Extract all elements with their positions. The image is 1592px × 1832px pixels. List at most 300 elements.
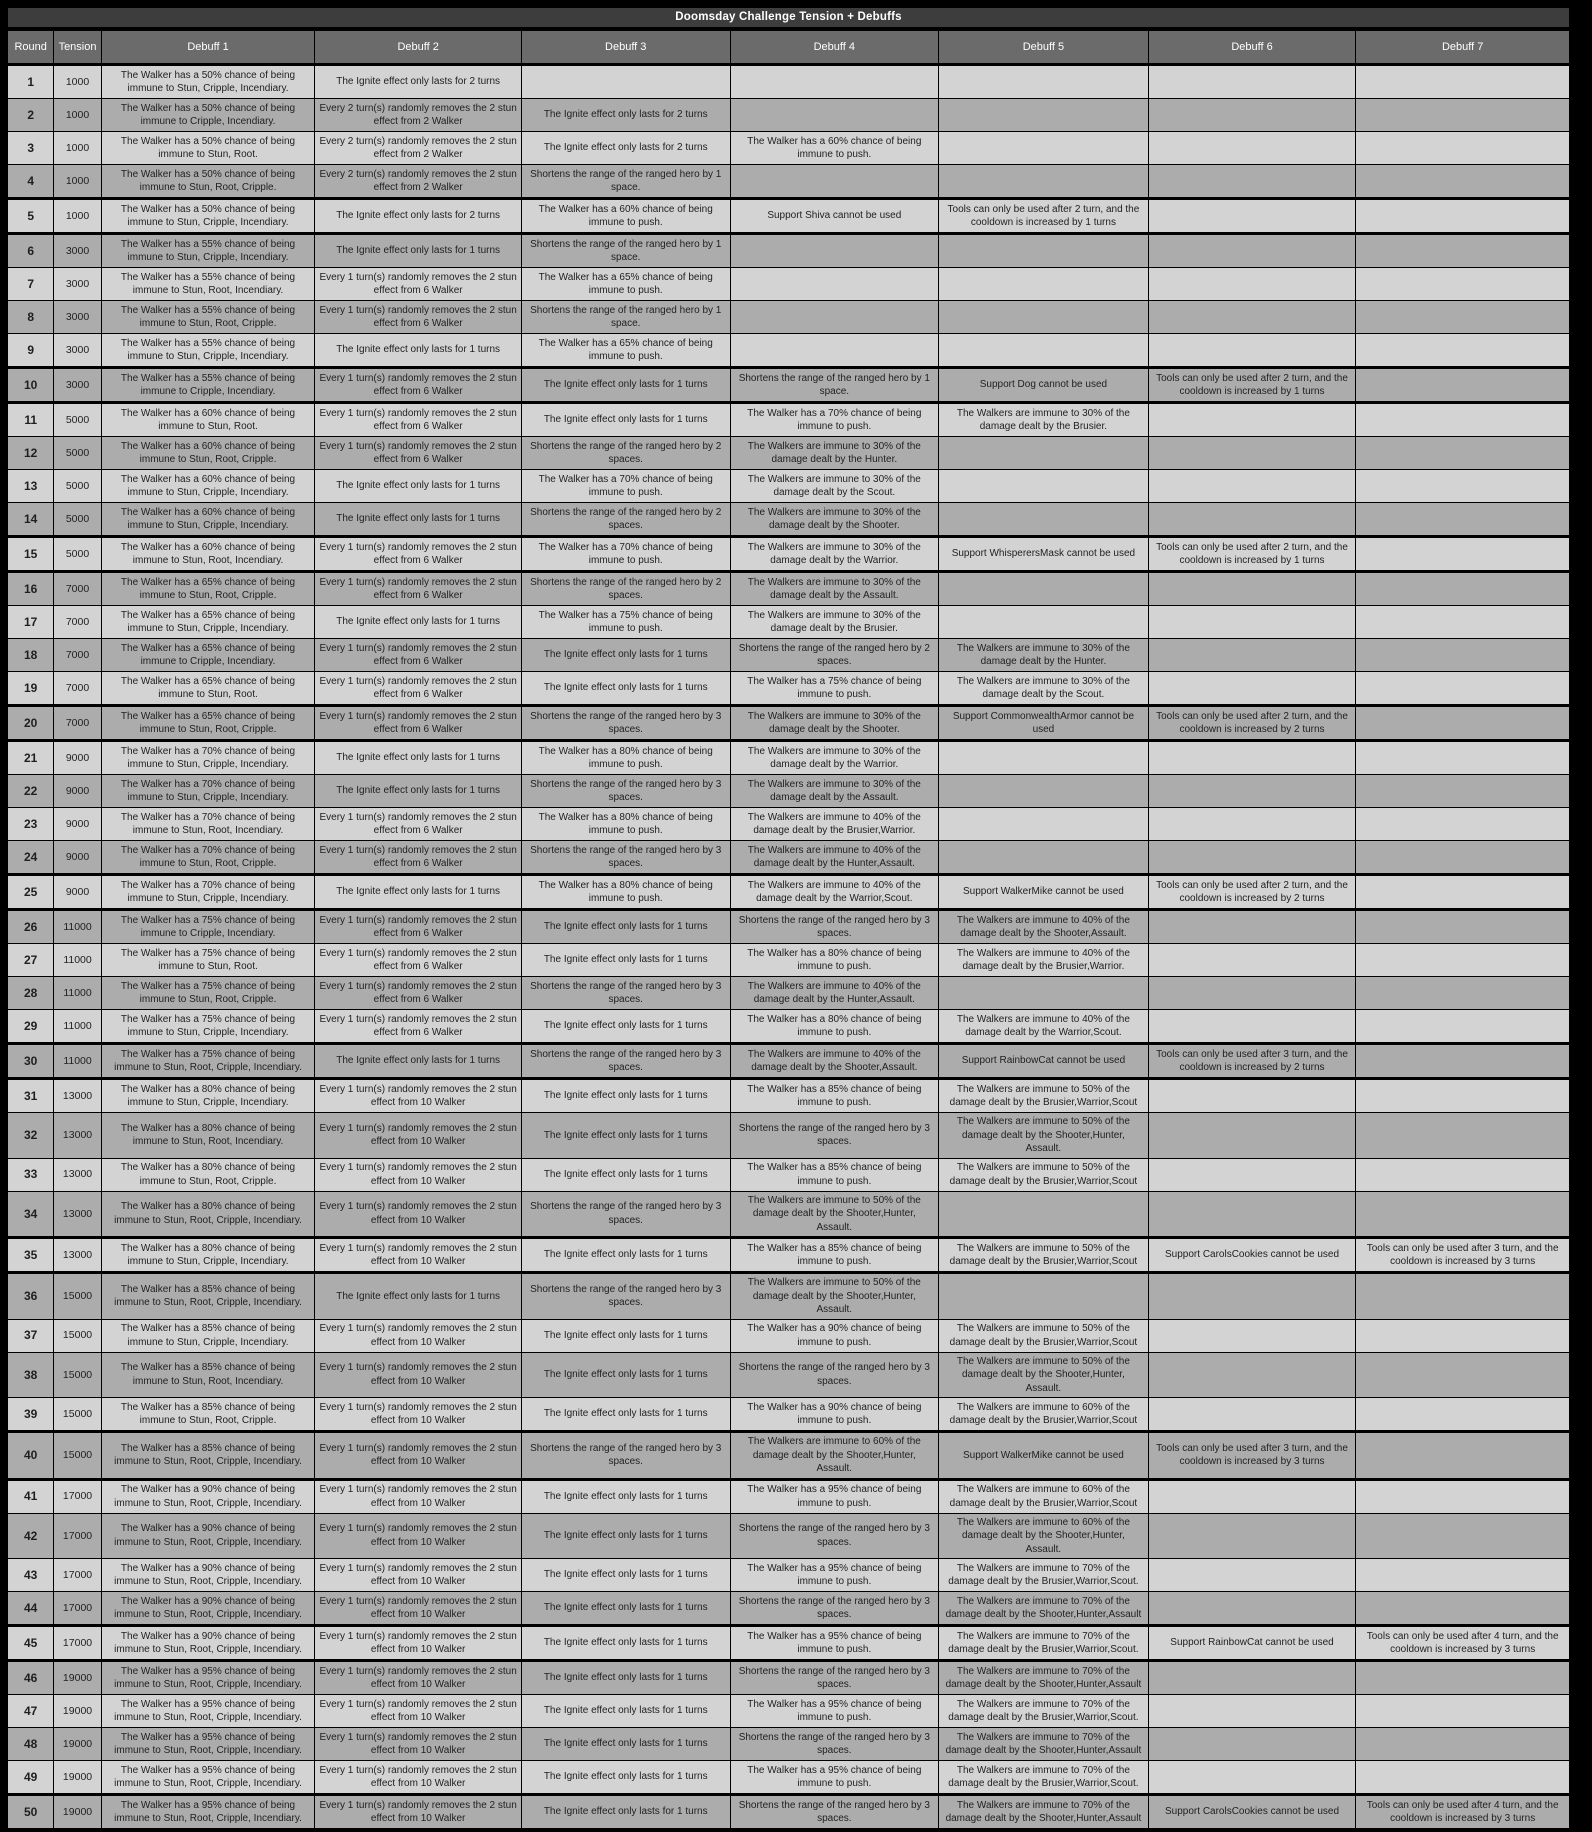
tension-cell: 7000 (54, 639, 101, 672)
debuff-3-cell: The Ignite effect only lasts for 1 turns (521, 368, 730, 403)
debuff-1-cell: The Walker has a 70% chance of being immune to Stun, Cripple, Incendiary. (101, 741, 315, 775)
debuff-3-cell: The Walker has a 80% chance of being immune to push. (521, 875, 730, 910)
table-row (8, 1273, 1570, 1320)
debuff-5-cell: Support WhisperersMask cannot be used (939, 537, 1149, 572)
tension-cell: 9000 (54, 875, 101, 910)
debuff-5-cell: The Walkers are immune to 40% of the damage dealt by the Shooter,Assault. (939, 910, 1149, 944)
debuff-6-cell (1148, 334, 1356, 368)
debuff-3-cell: The Walker has a 60% chance of being immune to push. (521, 199, 730, 234)
debuff-3-cell: The Ignite effect only lasts for 1 turns (521, 1010, 730, 1044)
debuff-3-cell: The Ignite effect only lasts for 2 turns (521, 132, 730, 165)
round-cell: 5 (8, 199, 54, 234)
round-cell: 31 (8, 1079, 54, 1113)
round-cell: 39 (8, 1398, 54, 1432)
debuff-6-cell (1148, 1319, 1356, 1352)
debuff-2-cell: Every 1 turn(s) randomly removes the 2 stun effect from 10 Walker (315, 1319, 522, 1352)
table-row (8, 639, 1570, 672)
debuff-6-cell (1148, 572, 1356, 606)
table-row (8, 1479, 1570, 1513)
debuff-5-cell: The Walkers are immune to 50% of the damage dealt by the Shooter,Hunter, Assault. (939, 1352, 1149, 1398)
debuff-7-cell (1356, 268, 1570, 301)
tension-cell: 3000 (54, 368, 101, 403)
debuff-1-cell: The Walker has a 80% chance of being immune to Stun, Cripple, Incendiary. (101, 1079, 315, 1113)
debuff-6-cell (1148, 503, 1356, 537)
debuff-7-cell (1356, 1113, 1570, 1159)
debuff-1-cell: The Walker has a 75% chance of being immune to Stun, Root. (101, 944, 315, 977)
table-row (8, 368, 1570, 403)
debuff-2-cell: Every 1 turn(s) randomly removes the 2 stun effect from 6 Walker (315, 437, 522, 470)
round-cell: 7 (8, 268, 54, 301)
debuff-2-cell: The Ignite effect only lasts for 1 turns (315, 741, 522, 775)
debuff-7-cell (1356, 1398, 1570, 1432)
tension-cell: 5000 (54, 503, 101, 537)
debuff-7-cell (1356, 1191, 1570, 1238)
debuff-7-cell (1356, 1079, 1570, 1113)
debuff-6-cell (1148, 841, 1356, 875)
debuff-1-cell: The Walker has a 50% chance of being immune to Stun, Cripple, Incendiary. (101, 199, 315, 234)
debuff-5-cell: Support RainbowCat cannot be used (939, 1044, 1149, 1079)
tension-cell: 7000 (54, 672, 101, 706)
round-cell: 50 (8, 1795, 54, 1831)
debuff-2-cell: The Ignite effect only lasts for 1 turns (315, 470, 522, 503)
debuff-2-cell: Every 1 turn(s) randomly removes the 2 stun effect from 10 Walker (315, 1626, 522, 1661)
debuff-3-cell: The Ignite effect only lasts for 1 turns (521, 1761, 730, 1795)
debuff-5-cell (939, 132, 1149, 165)
tension-cell: 5000 (54, 403, 101, 437)
debuff-6-cell (1148, 639, 1356, 672)
tension-cell: 13000 (54, 1158, 101, 1191)
round-cell: 49 (8, 1761, 54, 1795)
debuff-5-cell: The Walkers are immune to 60% of the damage dealt by the Brusier,Warrior,Scout (939, 1398, 1149, 1432)
round-cell: 32 (8, 1113, 54, 1159)
debuff-6-cell (1148, 65, 1356, 99)
debuff-4-cell: The Walkers are immune to 30% of the damage dealt by the Assault. (730, 775, 939, 808)
debuff-4-cell: The Walkers are immune to 30% of the damage dealt by the Shooter. (730, 503, 939, 537)
debuff-7-cell (1356, 1010, 1570, 1044)
debuff-7-cell (1356, 672, 1570, 706)
tension-cell: 7000 (54, 572, 101, 606)
round-cell: 48 (8, 1728, 54, 1761)
debuff-1-cell: The Walker has a 80% chance of being immune to Stun, Root, Cripple, Incendiary. (101, 1191, 315, 1238)
debuff-6-cell: Support CarolsCookies cannot be used (1148, 1238, 1356, 1273)
debuff-4-cell: The Walker has a 70% chance of being immune to push. (730, 403, 939, 437)
tension-cell: 15000 (54, 1398, 101, 1432)
tension-cell: 19000 (54, 1661, 101, 1695)
debuff-4-cell: Shortens the range of the ranged hero by 3 spaces. (730, 1513, 939, 1559)
debuff-6-cell (1148, 944, 1356, 977)
debuff-6-cell (1148, 1695, 1356, 1728)
debuff-7-cell (1356, 910, 1570, 944)
round-cell: 38 (8, 1352, 54, 1398)
debuff-3-cell: The Ignite effect only lasts for 1 turns (521, 1113, 730, 1159)
debuff-5-cell: Support Dog cannot be used (939, 368, 1149, 403)
debuff-7-cell (1356, 368, 1570, 403)
debuff-7-cell (1356, 1352, 1570, 1398)
debuff-2-cell: The Ignite effect only lasts for 1 turns (315, 334, 522, 368)
round-cell: 30 (8, 1044, 54, 1079)
round-cell: 17 (8, 606, 54, 639)
debuff-2-cell: Every 1 turn(s) randomly removes the 2 stun effect from 10 Walker (315, 1728, 522, 1761)
round-cell: 37 (8, 1319, 54, 1352)
debuff-5-cell (939, 606, 1149, 639)
debuff-3-cell: The Ignite effect only lasts for 1 turns (521, 1728, 730, 1761)
debuff-4-cell: The Walkers are immune to 50% of the damage dealt by the Shooter,Hunter, Assault. (730, 1191, 939, 1238)
round-cell: 34 (8, 1191, 54, 1238)
debuff-5-cell: Support WalkerMike cannot be used (939, 1432, 1149, 1480)
debuff-7-cell (1356, 470, 1570, 503)
debuff-3-cell: The Ignite effect only lasts for 1 turns (521, 1695, 730, 1728)
table-row (8, 1398, 1570, 1432)
column-header-debuff-2: Debuff 2 (315, 31, 522, 65)
debuff-2-cell: Every 1 turn(s) randomly removes the 2 stun effect from 10 Walker (315, 1761, 522, 1795)
tension-cell: 3000 (54, 268, 101, 301)
round-cell: 41 (8, 1479, 54, 1513)
tension-cell: 15000 (54, 1352, 101, 1398)
debuff-1-cell: The Walker has a 75% chance of being immune to Stun, Root, Cripple, Incendiary. (101, 1044, 315, 1079)
debuff-4-cell: The Walkers are immune to 30% of the damage dealt by the Brusier. (730, 606, 939, 639)
debuff-6-cell (1148, 1113, 1356, 1159)
tension-cell: 9000 (54, 775, 101, 808)
debuff-1-cell: The Walker has a 60% chance of being immune to Stun, Root. (101, 403, 315, 437)
round-cell: 47 (8, 1695, 54, 1728)
debuff-2-cell: Every 1 turn(s) randomly removes the 2 stun effect from 6 Walker (315, 403, 522, 437)
table-row (8, 1319, 1570, 1352)
debuff-4-cell (730, 165, 939, 199)
tension-cell: 13000 (54, 1238, 101, 1273)
table-row (8, 910, 1570, 944)
debuff-7-cell (1356, 1661, 1570, 1695)
debuff-4-cell: The Walkers are immune to 30% of the damage dealt by the Shooter. (730, 706, 939, 741)
debuff-4-cell: Shortens the range of the ranged hero by 3 spaces. (730, 1728, 939, 1761)
table-row (8, 1761, 1570, 1795)
debuff-4-cell: Shortens the range of the ranged hero by 1 space. (730, 368, 939, 403)
tension-cell: 19000 (54, 1695, 101, 1728)
tension-cell: 1000 (54, 165, 101, 199)
tension-cell: 9000 (54, 741, 101, 775)
table-row (8, 268, 1570, 301)
debuff-5-cell: Tools can only be used after 2 turn, and the cooldown is increased by 1 turns (939, 199, 1149, 234)
debuff-7-cell (1356, 301, 1570, 334)
table-row (8, 1661, 1570, 1695)
debuff-2-cell: Every 1 turn(s) randomly removes the 2 stun effect from 6 Walker (315, 808, 522, 841)
debuff-4-cell (730, 334, 939, 368)
debuff-1-cell: The Walker has a 50% chance of being immune to Cripple, Incendiary. (101, 99, 315, 132)
debuff-3-cell: The Ignite effect only lasts for 1 turns (521, 910, 730, 944)
debuff-6-cell (1148, 234, 1356, 268)
debuff-7-cell (1356, 741, 1570, 775)
debuff-3-cell: The Ignite effect only lasts for 1 turns (521, 1158, 730, 1191)
debuff-2-cell: Every 1 turn(s) randomly removes the 2 stun effect from 10 Walker (315, 1592, 522, 1626)
debuff-2-cell: Every 1 turn(s) randomly removes the 2 stun effect from 10 Walker (315, 1795, 522, 1831)
tension-cell: 1000 (54, 132, 101, 165)
round-cell: 13 (8, 470, 54, 503)
debuff-3-cell: The Ignite effect only lasts for 1 turns (521, 1352, 730, 1398)
debuff-4-cell: The Walker has a 95% chance of being immune to push. (730, 1626, 939, 1661)
debuff-4-cell: The Walkers are immune to 50% of the damage dealt by the Shooter,Hunter, Assault. (730, 1273, 939, 1320)
tension-cell: 19000 (54, 1795, 101, 1831)
tension-cell: 1000 (54, 99, 101, 132)
debuff-6-cell (1148, 1191, 1356, 1238)
debuff-4-cell: The Walkers are immune to 30% of the damage dealt by the Warrior. (730, 537, 939, 572)
round-cell: 8 (8, 301, 54, 334)
column-header-debuff-1: Debuff 1 (101, 31, 315, 65)
debuff-2-cell: Every 1 turn(s) randomly removes the 2 stun effect from 10 Walker (315, 1695, 522, 1728)
debuff-3-cell: The Ignite effect only lasts for 1 turns (521, 1513, 730, 1559)
debuff-3-cell: Shortens the range of the ranged hero by 3 spaces. (521, 1273, 730, 1320)
debuff-table (7, 30, 1570, 1832)
debuff-6-cell (1148, 1761, 1356, 1795)
debuff-1-cell: The Walker has a 65% chance of being immune to Stun, Root, Cripple. (101, 572, 315, 606)
round-cell: 33 (8, 1158, 54, 1191)
round-cell: 14 (8, 503, 54, 537)
debuff-4-cell: The Walker has a 85% chance of being immune to push. (730, 1079, 939, 1113)
debuff-2-cell: The Ignite effect only lasts for 2 turns (315, 199, 522, 234)
debuff-4-cell: The Walkers are immune to 40% of the damage dealt by the Hunter,Assault. (730, 977, 939, 1010)
debuff-5-cell: Support WalkerMike cannot be used (939, 875, 1149, 910)
tension-cell: 5000 (54, 537, 101, 572)
debuff-6-cell (1148, 606, 1356, 639)
debuff-7-cell: Tools can only be used after 4 turn, and the cooldown is increased by 3 turns (1356, 1795, 1570, 1831)
round-cell: 36 (8, 1273, 54, 1320)
debuff-6-cell (1148, 268, 1356, 301)
debuff-4-cell: The Walkers are immune to 40% of the damage dealt by the Warrior,Scout. (730, 875, 939, 910)
debuff-5-cell: The Walkers are immune to 70% of the damage dealt by the Brusier,Warrior,Scout. (939, 1695, 1149, 1728)
debuff-4-cell: The Walker has a 95% chance of being immune to push. (730, 1559, 939, 1592)
tension-cell: 3000 (54, 234, 101, 268)
debuff-2-cell: Every 1 turn(s) randomly removes the 2 stun effect from 6 Walker (315, 672, 522, 706)
debuff-2-cell: Every 1 turn(s) randomly removes the 2 stun effect from 6 Walker (315, 572, 522, 606)
table-row (8, 1592, 1570, 1626)
debuff-2-cell: Every 1 turn(s) randomly removes the 2 stun effect from 10 Walker (315, 1352, 522, 1398)
debuff-1-cell: The Walker has a 95% chance of being immune to Stun, Root, Cripple, Incendiary. (101, 1661, 315, 1695)
debuff-3-cell: The Ignite effect only lasts for 1 turns (521, 639, 730, 672)
debuff-7-cell (1356, 775, 1570, 808)
debuff-3-cell: Shortens the range of the ranged hero by 1 space. (521, 165, 730, 199)
debuff-4-cell: The Walker has a 80% chance of being immune to push. (730, 1010, 939, 1044)
debuff-2-cell: Every 2 turn(s) randomly removes the 2 stun effect from 2 Walker (315, 99, 522, 132)
round-cell: 10 (8, 368, 54, 403)
debuff-6-cell (1148, 775, 1356, 808)
debuff-1-cell: The Walker has a 90% chance of being immune to Stun, Root, Cripple, Incendiary. (101, 1592, 315, 1626)
table-row (8, 199, 1570, 234)
table-body (8, 65, 1570, 1831)
debuff-7-cell (1356, 132, 1570, 165)
debuff-3-cell (521, 65, 730, 99)
tension-cell: 15000 (54, 1273, 101, 1320)
debuff-5-cell: The Walkers are immune to 50% of the damage dealt by the Shooter,Hunter, Assault. (939, 1113, 1149, 1159)
debuff-7-cell (1356, 572, 1570, 606)
tension-cell: 17000 (54, 1559, 101, 1592)
debuff-7-cell (1356, 808, 1570, 841)
debuff-5-cell (939, 268, 1149, 301)
debuff-4-cell: The Walker has a 95% chance of being immune to push. (730, 1695, 939, 1728)
table-row (8, 606, 1570, 639)
tension-cell: 13000 (54, 1191, 101, 1238)
debuff-7-cell (1356, 1273, 1570, 1320)
round-cell: 23 (8, 808, 54, 841)
debuff-3-cell: The Ignite effect only lasts for 1 turns (521, 1319, 730, 1352)
debuff-4-cell: The Walkers are immune to 60% of the damage dealt by the Shooter,Hunter, Assault. (730, 1432, 939, 1480)
debuff-5-cell (939, 165, 1149, 199)
debuff-1-cell: The Walker has a 70% chance of being immune to Stun, Cripple, Incendiary. (101, 875, 315, 910)
debuff-5-cell: The Walkers are immune to 70% of the damage dealt by the Shooter,Hunter,Assault (939, 1592, 1149, 1626)
table-row (8, 572, 1570, 606)
table-row (8, 672, 1570, 706)
debuff-7-cell (1356, 334, 1570, 368)
debuff-7-cell (1356, 537, 1570, 572)
debuff-6-cell (1148, 1352, 1356, 1398)
debuff-1-cell: The Walker has a 85% chance of being immune to Stun, Root, Cripple, Incendiary. (101, 1432, 315, 1480)
round-cell: 4 (8, 165, 54, 199)
debuff-3-cell: Shortens the range of the ranged hero by 2 spaces. (521, 572, 730, 606)
debuff-7-cell (1356, 1695, 1570, 1728)
table-row (8, 875, 1570, 910)
tension-cell: 11000 (54, 944, 101, 977)
debuff-2-cell: Every 1 turn(s) randomly removes the 2 stun effect from 6 Walker (315, 301, 522, 334)
debuff-5-cell (939, 503, 1149, 537)
debuff-3-cell: Shortens the range of the ranged hero by 3 spaces. (521, 1044, 730, 1079)
debuff-4-cell (730, 99, 939, 132)
debuff-3-cell: The Ignite effect only lasts for 1 turns (521, 1238, 730, 1273)
debuff-7-cell (1356, 841, 1570, 875)
debuff-2-cell: The Ignite effect only lasts for 1 turns (315, 606, 522, 639)
debuff-5-cell: The Walkers are immune to 70% of the damage dealt by the Shooter,Hunter,Assault (939, 1728, 1149, 1761)
debuff-3-cell: The Ignite effect only lasts for 1 turns (521, 1592, 730, 1626)
round-cell: 35 (8, 1238, 54, 1273)
debuff-4-cell: The Walker has a 95% chance of being immune to push. (730, 1479, 939, 1513)
debuff-4-cell: The Walker has a 75% chance of being immune to push. (730, 672, 939, 706)
round-cell: 15 (8, 537, 54, 572)
round-cell: 40 (8, 1432, 54, 1480)
header-row (8, 31, 1570, 65)
tension-cell: 19000 (54, 1761, 101, 1795)
debuff-4-cell: The Walkers are immune to 30% of the damage dealt by the Warrior. (730, 741, 939, 775)
debuff-1-cell: The Walker has a 85% chance of being immune to Stun, Root, Cripple, Incendiary. (101, 1273, 315, 1320)
tension-cell: 9000 (54, 841, 101, 875)
debuff-4-cell: The Walkers are immune to 30% of the damage dealt by the Scout. (730, 470, 939, 503)
tension-cell: 11000 (54, 1044, 101, 1079)
debuff-7-cell (1356, 1319, 1570, 1352)
table-row (8, 1352, 1570, 1398)
debuff-4-cell: Shortens the range of the ranged hero by 3 spaces. (730, 1113, 939, 1159)
debuff-5-cell: The Walkers are immune to 30% of the damage dealt by the Brusier. (939, 403, 1149, 437)
debuff-3-cell: The Walker has a 75% chance of being immune to push. (521, 606, 730, 639)
debuff-1-cell: The Walker has a 95% chance of being immune to Stun, Root, Cripple, Incendiary. (101, 1761, 315, 1795)
debuff-6-cell (1148, 1559, 1356, 1592)
debuff-6-cell (1148, 910, 1356, 944)
table-row (8, 301, 1570, 334)
debuff-6-cell: Support CarolsCookies cannot be used (1148, 1795, 1356, 1831)
debuff-1-cell: The Walker has a 90% chance of being immune to Stun, Root, Cripple, Incendiary. (101, 1626, 315, 1661)
round-cell: 12 (8, 437, 54, 470)
tension-cell: 11000 (54, 977, 101, 1010)
tension-cell: 1000 (54, 199, 101, 234)
debuff-3-cell: The Walker has a 70% chance of being immune to push. (521, 470, 730, 503)
debuff-7-cell (1356, 1158, 1570, 1191)
table-row (8, 1044, 1570, 1079)
tension-cell: 9000 (54, 808, 101, 841)
debuff-4-cell: Shortens the range of the ranged hero by 3 spaces. (730, 1661, 939, 1695)
debuff-1-cell: The Walker has a 70% chance of being immune to Stun, Root, Cripple. (101, 841, 315, 875)
debuff-4-cell (730, 234, 939, 268)
debuff-2-cell: Every 1 turn(s) randomly removes the 2 stun effect from 6 Walker (315, 841, 522, 875)
debuff-7-cell (1356, 65, 1570, 99)
debuff-5-cell: The Walkers are immune to 40% of the damage dealt by the Brusier,Warrior. (939, 944, 1149, 977)
debuff-5-cell (939, 977, 1149, 1010)
round-cell: 9 (8, 334, 54, 368)
table-row (8, 132, 1570, 165)
debuff-1-cell: The Walker has a 85% chance of being immune to Stun, Cripple, Incendiary. (101, 1319, 315, 1352)
debuff-6-cell (1148, 977, 1356, 1010)
debuff-5-cell: The Walkers are immune to 60% of the damage dealt by the Brusier,Warrior,Scout (939, 1479, 1149, 1513)
tension-cell: 19000 (54, 1728, 101, 1761)
table-row (8, 1513, 1570, 1559)
debuff-1-cell: The Walker has a 80% chance of being immune to Stun, Root, Incendiary. (101, 1113, 315, 1159)
debuff-5-cell (939, 841, 1149, 875)
round-cell: 18 (8, 639, 54, 672)
debuff-6-cell (1148, 1079, 1356, 1113)
debuff-3-cell: The Ignite effect only lasts for 1 turns (521, 1398, 730, 1432)
debuff-6-cell (1148, 1398, 1356, 1432)
debuff-5-cell: The Walkers are immune to 70% of the damage dealt by the Shooter,Hunter,Assault (939, 1661, 1149, 1695)
table-row (8, 437, 1570, 470)
debuff-5-cell: The Walkers are immune to 30% of the damage dealt by the Hunter. (939, 639, 1149, 672)
debuff-7-cell (1356, 1728, 1570, 1761)
debuff-5-cell (939, 301, 1149, 334)
debuff-6-cell (1148, 808, 1356, 841)
debuff-7-cell (1356, 944, 1570, 977)
tension-cell: 13000 (54, 1113, 101, 1159)
tension-cell: 13000 (54, 1079, 101, 1113)
debuff-2-cell: Every 1 turn(s) randomly removes the 2 stun effect from 6 Walker (315, 977, 522, 1010)
column-header-debuff-5: Debuff 5 (939, 31, 1149, 65)
debuff-6-cell (1148, 741, 1356, 775)
debuff-2-cell: Every 1 turn(s) randomly removes the 2 stun effect from 6 Walker (315, 368, 522, 403)
debuff-5-cell (939, 808, 1149, 841)
debuff-6-cell (1148, 1513, 1356, 1559)
debuff-4-cell: Shortens the range of the ranged hero by 3 spaces. (730, 1352, 939, 1398)
table-row (8, 1728, 1570, 1761)
table-row (8, 1626, 1570, 1661)
debuff-7-cell (1356, 165, 1570, 199)
debuff-7-cell (1356, 437, 1570, 470)
debuff-1-cell: The Walker has a 55% chance of being immune to Stun, Cripple, Incendiary. (101, 234, 315, 268)
debuff-3-cell: The Walker has a 70% chance of being immune to push. (521, 537, 730, 572)
table-row (8, 234, 1570, 268)
round-cell: 1 (8, 65, 54, 99)
debuff-5-cell: The Walkers are immune to 50% of the damage dealt by the Brusier,Warrior,Scout (939, 1238, 1149, 1273)
table-row (8, 165, 1570, 199)
debuff-7-cell (1356, 1479, 1570, 1513)
debuff-7-cell (1356, 199, 1570, 234)
table-row (8, 1158, 1570, 1191)
debuff-1-cell: The Walker has a 70% chance of being immune to Stun, Cripple, Incendiary. (101, 775, 315, 808)
debuff-4-cell: The Walkers are immune to 30% of the damage dealt by the Assault. (730, 572, 939, 606)
table-row (8, 1238, 1570, 1273)
debuff-4-cell: Shortens the range of the ranged hero by 3 spaces. (730, 910, 939, 944)
debuff-4-cell: The Walkers are immune to 40% of the damage dealt by the Shooter,Assault. (730, 1044, 939, 1079)
debuff-5-cell (939, 99, 1149, 132)
debuff-6-cell (1148, 1728, 1356, 1761)
tension-cell: 5000 (54, 470, 101, 503)
debuff-6-cell (1148, 1010, 1356, 1044)
debuff-4-cell: The Walkers are immune to 30% of the damage dealt by the Hunter. (730, 437, 939, 470)
debuff-6-cell: Tools can only be used after 2 turn, and the cooldown is increased by 1 turns (1148, 537, 1356, 572)
debuff-3-cell: Shortens the range of the ranged hero by 1 space. (521, 301, 730, 334)
debuff-4-cell: Shortens the range of the ranged hero by 3 spaces. (730, 1795, 939, 1831)
debuff-1-cell: The Walker has a 80% chance of being immune to Stun, Root, Cripple. (101, 1158, 315, 1191)
debuff-7-cell: Tools can only be used after 4 turn, and the cooldown is increased by 3 turns (1356, 1626, 1570, 1661)
